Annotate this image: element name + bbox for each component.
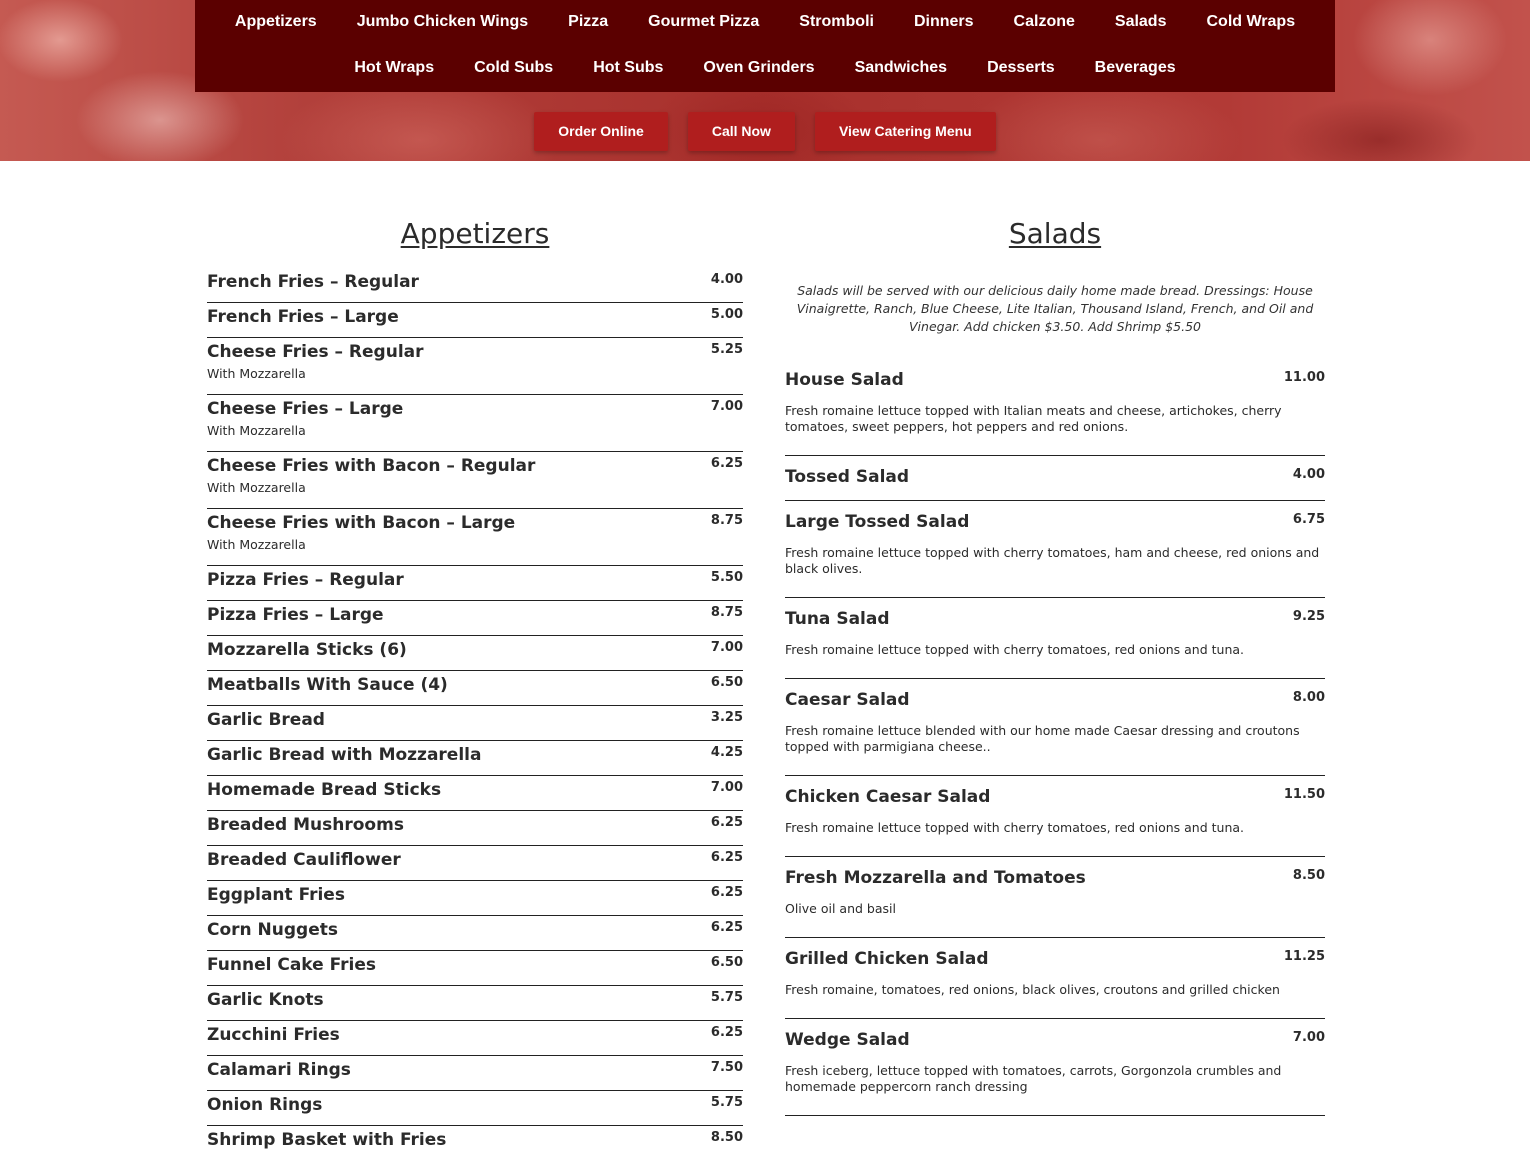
item-name: French Fries – Regular [207,272,419,292]
item-name: Cheese Fries – Regular [207,342,424,362]
item-price: 8.75 [710,605,743,620]
nav-item-dinners[interactable]: Dinners [913,13,974,30]
item-name: Garlic Bread with Mozzarella [207,745,482,765]
item-name: Fresh Mozzarella and Tomatoes [785,868,1086,888]
menu-item [207,986,743,1021]
view-catering-menu-button[interactable]: View Catering Menu [815,112,996,151]
menu-item [785,466,1325,501]
menu-item [785,369,1325,456]
item-price: 8.00 [1292,690,1325,705]
menu-item [207,951,743,986]
nav-item-calzone[interactable]: Calzone [1013,13,1075,30]
item-name: Chicken Caesar Salad [785,787,991,807]
hero-banner [0,0,1530,161]
menu-item [207,452,743,509]
item-price: 6.25 [710,850,743,865]
item-name: Breaded Cauliflower [207,850,401,870]
menu-item [207,846,743,881]
menu-item [207,303,743,338]
item-price: 4.00 [710,272,743,287]
item-name: Onion Rings [207,1095,323,1115]
nav-item-stromboli[interactable]: Stromboli [799,13,874,30]
item-description: With Mozzarella [207,366,306,381]
menu-item [785,689,1325,776]
nav-row-1 [195,12,1335,32]
menu-item [207,916,743,951]
nav-item-sandwiches[interactable]: Sandwiches [854,59,948,76]
menu-item [207,811,743,846]
item-description: Fresh romaine lettuce topped with cherry tomatoes, red onions and tuna. [785,820,1245,835]
nav-item-beverages[interactable]: Beverages [1094,59,1176,76]
item-description: Fresh romaine, tomatoes, red onions, black olives, croutons and grilled chicken [785,982,1280,997]
item-price: 6.25 [710,885,743,900]
item-name: Cheese Fries with Bacon – Large [207,513,516,533]
nav-item-hot-subs[interactable]: Hot Subs [593,59,664,76]
item-name: Mozzarella Sticks (6) [207,640,407,660]
menu-item [207,509,743,566]
call-now-button[interactable]: Call Now [688,112,795,151]
item-description: With Mozzarella [207,537,306,552]
nav-item-cold-wraps[interactable]: Cold Wraps [1206,13,1296,30]
item-price: 11.25 [1283,949,1325,964]
item-price: 6.25 [710,815,743,830]
item-price: 7.00 [710,399,743,414]
menu-item [207,1056,743,1091]
item-name: Tossed Salad [785,467,910,487]
item-name: Corn Nuggets [207,920,339,940]
item-description: Fresh romaine lettuce topped with cherry tomatoes, ham and cheese, red onions and black olives. [785,545,1320,576]
item-name: Garlic Knots [207,990,324,1010]
item-name: House Salad [785,370,904,390]
item-name: Zucchini Fries [207,1025,340,1045]
menu-item [207,338,743,395]
menu-item [207,1021,743,1056]
item-description: Olive oil and basil [785,901,896,916]
item-price: 11.50 [1283,787,1325,802]
item-price: 5.00 [710,307,743,322]
item-name: Tuna Salad [785,609,890,629]
item-description: With Mozzarella [207,480,306,495]
nav-item-cold-subs[interactable]: Cold Subs [474,59,554,76]
main-nav [195,0,1335,92]
item-price: 8.75 [710,513,743,528]
item-name: Breaded Mushrooms [207,815,404,835]
appetizers-list [207,268,743,1160]
menu-item [785,608,1325,679]
item-price: 8.50 [1292,868,1325,883]
menu-item [207,1091,743,1126]
menu-item [207,741,743,776]
item-price: 4.25 [710,745,743,760]
nav-item-appetizers[interactable]: Appetizers [234,13,317,30]
item-price: 5.50 [710,570,743,585]
salads-intro: Salads will be served with our delicious daily home made bread. Dressings: House Vinaigrette, Ranch, Blue Cheese, Lite Italian, Thousand Island, French, and Oil and Vinegar. Add chicken $3.50. Add Shrimp $5.50 [796,283,1314,334]
order-online-button[interactable]: Order Online [534,112,668,151]
menu-item [207,776,743,811]
nav-row-2 [195,58,1335,78]
item-name: Calamari Rings [207,1060,351,1080]
item-price: 11.00 [1283,370,1325,385]
item-name: Shrimp Basket with Fries [207,1130,447,1150]
menu-item [207,395,743,452]
item-price: 6.75 [1292,512,1325,527]
salads-title: Salads [1008,217,1102,250]
item-price: 7.00 [710,640,743,655]
menu-item [207,1126,743,1160]
item-name: Cheese Fries with Bacon – Regular [207,456,536,476]
item-price: 7.00 [1292,1030,1325,1045]
menu-item [785,867,1325,938]
item-price: 6.25 [710,456,743,471]
item-name: Funnel Cake Fries [207,955,376,975]
item-description: Fresh iceberg, lettuce topped with tomatoes, carrots, Gorgonzola crumbles and homemade peppercorn ranch dressing [785,1063,1282,1094]
menu-item [785,1029,1325,1116]
item-name: Homemade Bread Sticks [207,780,442,800]
item-price: 3.25 [710,710,743,725]
item-name: French Fries – Large [207,307,399,327]
item-description: Fresh romaine lettuce topped with cherry tomatoes, red onions and tuna. [785,642,1245,657]
menu-item [207,636,743,671]
menu-item [207,268,743,303]
nav-item-hot-wraps[interactable]: Hot Wraps [354,59,435,76]
appetizers-title: Appetizers [400,217,550,250]
item-name: Meatballs With Sauce (4) [207,675,448,695]
menu-item [207,671,743,706]
item-name: Caesar Salad [785,690,910,710]
item-price: 6.25 [710,920,743,935]
item-price: 6.25 [710,1025,743,1040]
item-price: 9.25 [1292,609,1325,624]
nav-item-pizza[interactable]: Pizza [568,13,609,30]
menu-item [785,948,1325,1019]
item-name: Garlic Bread [207,710,325,730]
item-name: Eggplant Fries [207,885,345,905]
item-name: Large Tossed Salad [785,512,970,532]
menu-item [207,881,743,916]
item-name: Wedge Salad [785,1030,910,1050]
menu-item [207,566,743,601]
menu-item [207,706,743,741]
item-name: Pizza Fries – Large [207,605,384,625]
nav-item-desserts[interactable]: Desserts [987,59,1055,76]
item-name: Pizza Fries – Regular [207,570,404,590]
nav-item-oven-grinders[interactable]: Oven Grinders [703,59,815,76]
action-buttons [0,112,1530,151]
item-price: 7.50 [710,1060,743,1075]
item-price: 8.50 [710,1130,743,1145]
menu-item [207,601,743,636]
item-name: Cheese Fries – Large [207,399,404,419]
item-price: 5.25 [710,342,743,357]
nav-item-gourmet-pizza[interactable]: Gourmet Pizza [648,13,760,30]
nav-item-jumbo-chicken-wings[interactable]: Jumbo Chicken Wings [356,13,529,30]
item-price: 6.50 [710,955,743,970]
item-description: With Mozzarella [207,423,306,438]
menu-item [785,511,1325,598]
item-price: 7.00 [710,780,743,795]
item-price: 5.75 [710,990,743,1005]
item-description: Fresh romaine lettuce topped with Italian meats and cheese, artichokes, cherry tomatoes, sweet peppers, hot peppers and red onions. [785,403,1282,434]
menu-item [785,786,1325,857]
nav-item-salads[interactable]: Salads [1114,13,1167,30]
item-description: Fresh romaine lettuce blended with our home made Caesar dressing and croutons topped with parmigiana cheese.. [785,723,1300,754]
item-price: 4.00 [1292,467,1325,482]
item-price: 5.75 [710,1095,743,1110]
item-price: 6.50 [710,675,743,690]
item-name: Grilled Chicken Salad [785,949,989,969]
